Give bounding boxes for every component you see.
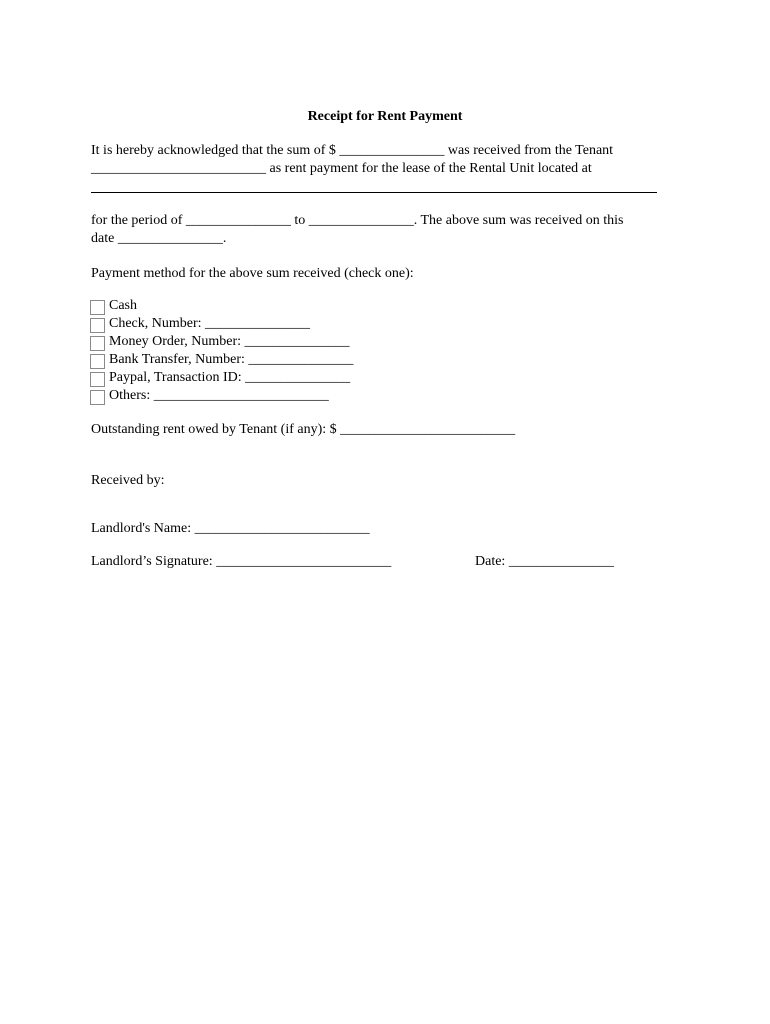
period-line-2: date _______________.	[91, 231, 227, 246]
payment-method-options	[90, 298, 353, 406]
checkbox-cash[interactable]	[90, 300, 105, 315]
outstanding-rent-line: Outstanding rent owed by Tenant (if any): $ _________________________	[91, 422, 516, 437]
period-line-1: for the period of _______________ to _______________. The above sum was received on this	[91, 213, 624, 228]
payment-option-others[interactable]	[90, 388, 353, 406]
payment-option-paypal[interactable]	[90, 370, 353, 388]
payment-option-money-order[interactable]	[90, 334, 353, 352]
payment-option-check[interactable]	[90, 316, 353, 334]
payment-option-label: Paypal, Transaction ID: _______________	[109, 370, 351, 385]
acknowledgement-line-1: It is hereby acknowledged that the sum of $ _______________ was received from the Tenant	[91, 143, 614, 158]
checkbox-money-order[interactable]	[90, 336, 105, 351]
date-line: Date: _______________	[475, 554, 614, 569]
period-paragraph	[91, 212, 666, 248]
payment-option-label: Others: _________________________	[109, 388, 329, 403]
payment-option-label: Bank Transfer, Number: _______________	[109, 352, 354, 367]
checkbox-check[interactable]	[90, 318, 105, 333]
payment-option-cash[interactable]	[90, 298, 353, 316]
acknowledgement-paragraph	[91, 142, 666, 178]
payment-option-label: Cash	[109, 298, 137, 313]
checkbox-others[interactable]	[90, 390, 105, 405]
landlord-signature-line: Landlord’s Signature: _________________________	[91, 554, 392, 569]
checkbox-bank-transfer[interactable]	[90, 354, 105, 369]
acknowledgement-line-2: _________________________ as rent payment for the lease of the Rental Unit located at	[91, 161, 592, 176]
landlord-name-line: Landlord's Name: _________________________	[91, 521, 370, 536]
document-title: Receipt for Rent Payment	[307, 109, 463, 124]
checkbox-paypal[interactable]	[90, 372, 105, 387]
payment-option-label: Money Order, Number: _______________	[109, 334, 350, 349]
payment-option-bank-transfer[interactable]	[90, 352, 353, 370]
payment-method-label: Payment method for the above sum received (check one):	[91, 266, 414, 281]
address-blank-line	[91, 192, 657, 193]
received-by-label: Received by:	[91, 473, 165, 488]
payment-option-label: Check, Number: _______________	[109, 316, 311, 331]
